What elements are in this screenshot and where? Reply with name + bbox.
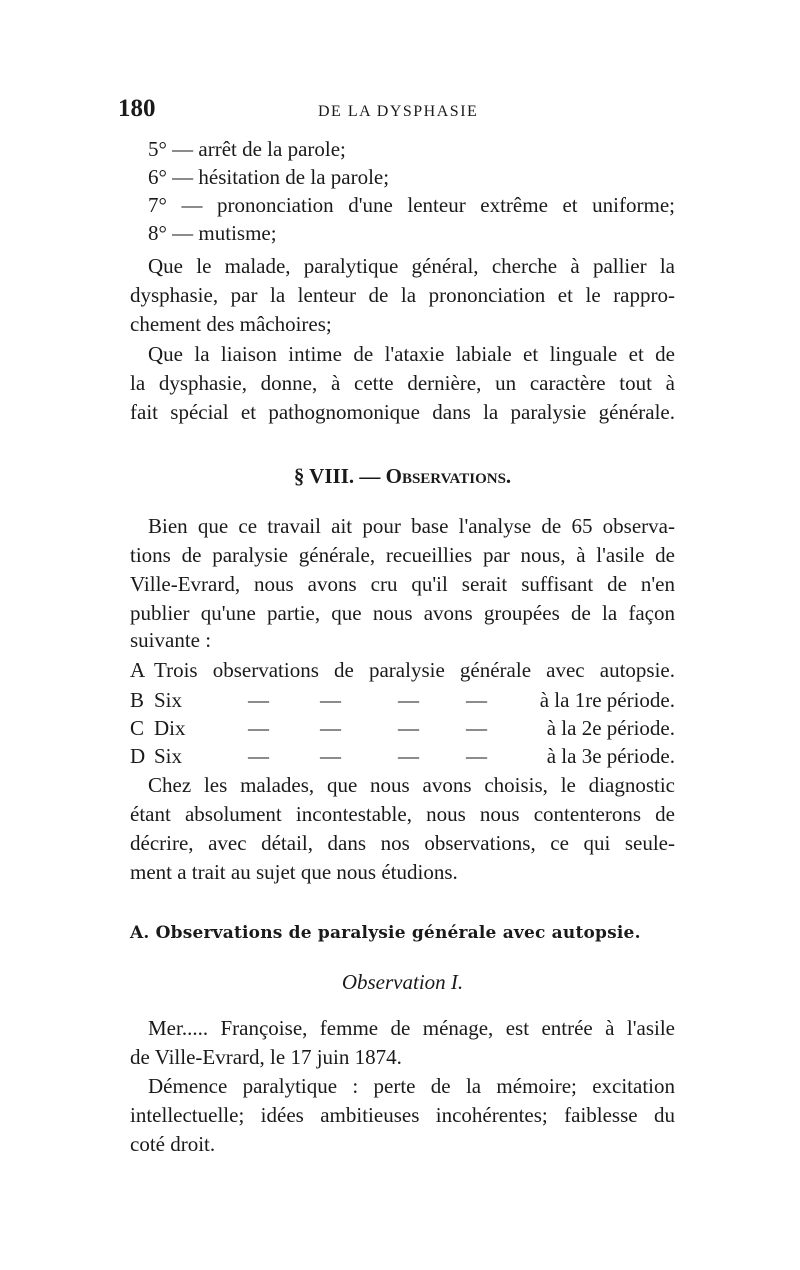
ditto-dash: — [248, 744, 269, 768]
running-title: DE LA DYSPHASIE [318, 103, 479, 120]
group-letter: C [130, 716, 145, 740]
paragraph-line: étant absolument incontestable, nous nous contenterons de [130, 802, 675, 826]
paragraph-line: publier qu'une partie, que nous avons groupées de la façon [130, 601, 675, 625]
paragraph-line: Chez les malades, que nous avons choisis, le diagnostic [148, 773, 675, 797]
paragraph-line: Que le malade, paralytique général, cherche à pallier la [148, 254, 675, 278]
list-item: 5° — arrêt de la parole; [148, 137, 346, 161]
paragraph-line: la dysphasie, donne, à cette dernière, un caractère tout à [130, 371, 675, 395]
paragraph-line: fait spécial et pathognomonique dans la paralysie générale. [130, 400, 675, 424]
group-row [130, 742, 675, 770]
ditto-dash: — [320, 716, 341, 740]
paragraph-line: suivante : [130, 628, 212, 652]
subsection-heading: A. Observations de paralysie générale avec autopsie. [130, 923, 641, 943]
paragraph-line: Bien que ce travail ait pour base l'analyse de 65 observa- [148, 514, 675, 538]
group-period: à la 3e période. [546, 744, 675, 768]
observation-title: Observation I. [341, 970, 464, 994]
group-letter: B [130, 688, 145, 712]
group-period: à la 2e période. [546, 716, 675, 740]
paragraph-line: Mer..... Françoise, femme de ménage, est entrée à l'asile [148, 1016, 675, 1040]
list-item: 8° — mutisme; [148, 221, 277, 245]
paragraph-line: coté droit. [130, 1132, 216, 1156]
ditto-dash: — [248, 688, 269, 712]
section-heading [130, 462, 675, 490]
group-letter: D [130, 744, 146, 768]
section-title: Observations. [385, 464, 512, 488]
section-dash: — [359, 464, 381, 488]
paragraph-line: chement des mâchoires; [130, 312, 332, 336]
paragraph-line: tions de paralysie générale, recueillies par nous, à l'asile de [130, 543, 675, 567]
ditto-dash: — [466, 716, 487, 740]
section-number: § VIII. [293, 464, 355, 488]
ditto-dash: — [398, 716, 419, 740]
ditto-dash: — [320, 688, 341, 712]
list-item: 7° — prononciation d'une lenteur extrême et uniforme; [148, 193, 675, 217]
ditto-dash: — [398, 688, 419, 712]
group-period: à la 1re période. [539, 688, 675, 712]
group-letter: A [130, 658, 146, 682]
ditto-dash: — [466, 688, 487, 712]
group-count: Six [154, 744, 183, 768]
paragraph-line: décrire, avec détail, dans nos observations, ce qui seule- [130, 831, 675, 855]
ditto-dash: — [320, 744, 341, 768]
paragraph-line: ment a trait au sujet que nous étudions. [130, 860, 458, 884]
group-count: Six [154, 688, 183, 712]
group-row [130, 656, 675, 684]
paragraph-line: Démence paralytique : perte de la mémoire; excitation [148, 1074, 675, 1098]
ditto-dash: — [466, 744, 487, 768]
group-row [130, 686, 675, 714]
page-number: 180 [118, 95, 156, 122]
list-item: 6° — hésitation de la parole; [148, 165, 390, 189]
ditto-dash: — [398, 744, 419, 768]
paragraph-line: dysphasie, par la lenteur de la prononciation et le rappro- [130, 283, 675, 307]
group-text: Trois observations de paralysie générale avec autopsie. [154, 658, 675, 682]
paragraph-line: Ville-Evrard, nous avons cru qu'il serait suffisant de n'en [130, 572, 675, 596]
ditto-dash: — [248, 716, 269, 740]
group-count: Dix [154, 716, 186, 740]
paragraph-line: de Ville-Evrard, le 17 juin 1874. [130, 1045, 402, 1069]
group-row [130, 714, 675, 742]
paragraph-line: intellectuelle; idées ambitieuses incohérentes; faiblesse du [130, 1103, 675, 1127]
page-header [118, 95, 678, 125]
paragraph-line: Que la liaison intime de l'ataxie labiale et linguale et de [148, 342, 675, 366]
